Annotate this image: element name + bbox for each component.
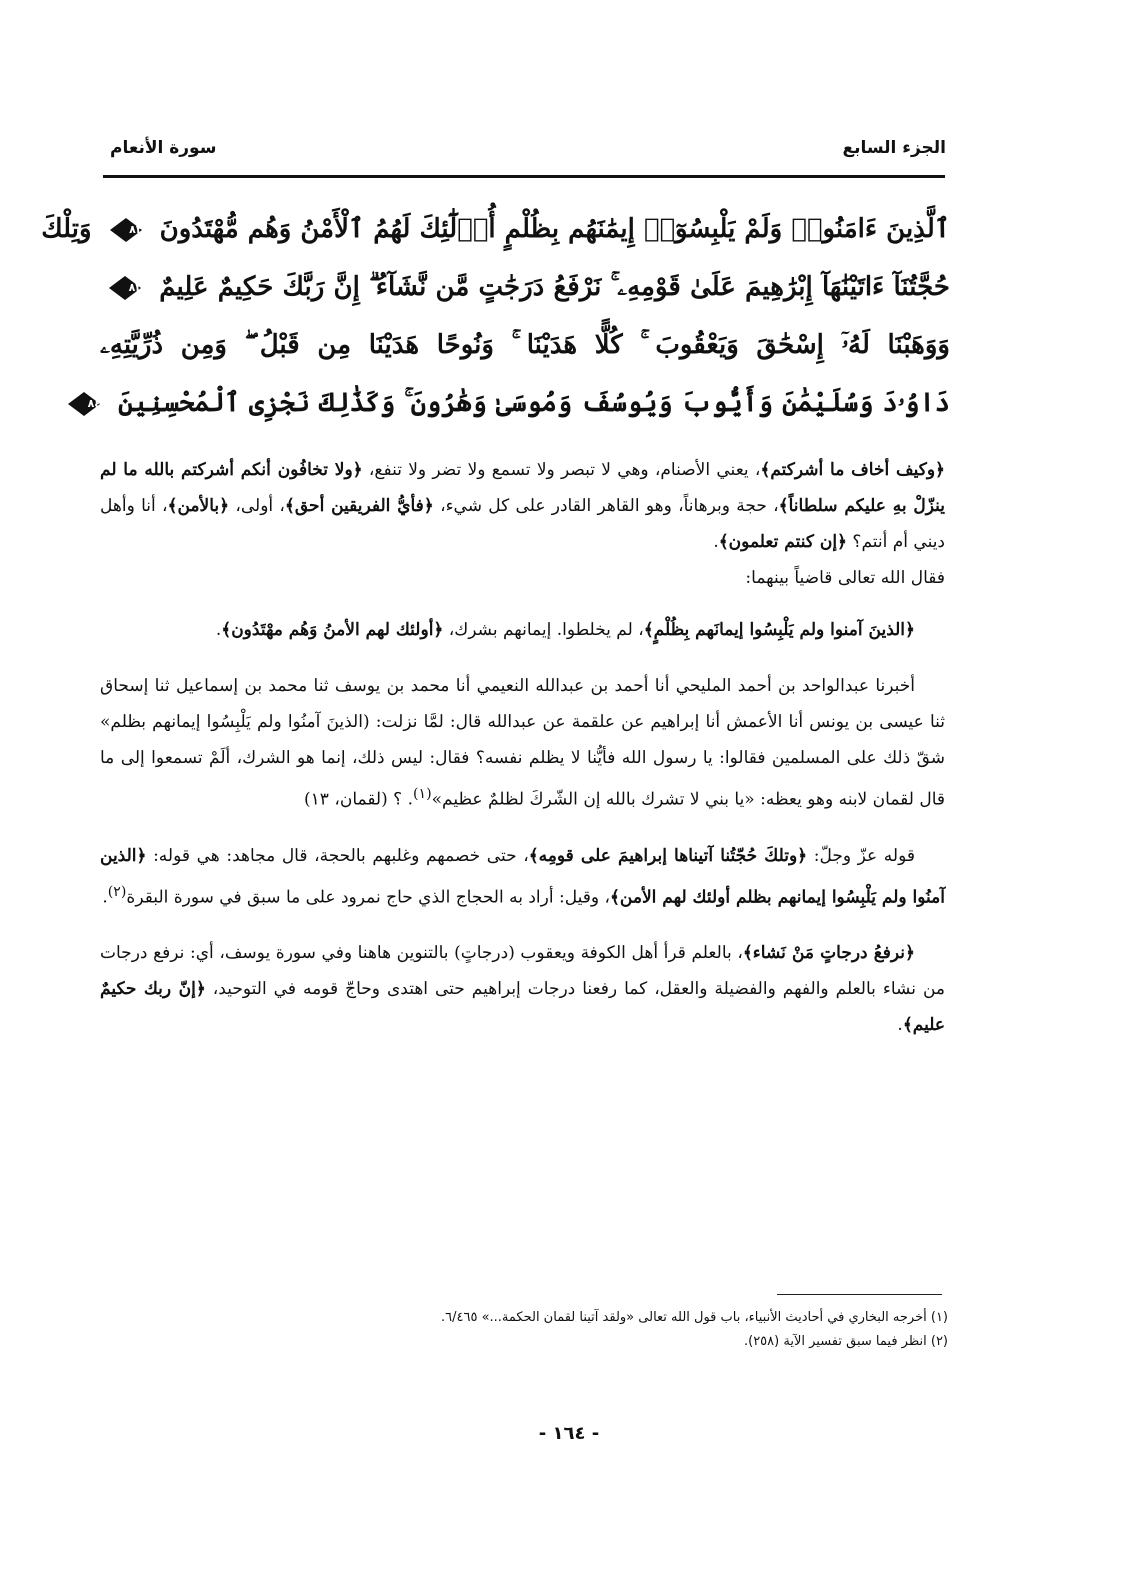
ayah-marker-icon — [109, 217, 143, 243]
commentary-text: قوله عزّ وجلّ: — [807, 845, 915, 866]
quoted-verse: ﴿نرفعُ درجاتٍ مَنْ نَشاء﴾ — [742, 943, 915, 964]
commentary-text: . — [215, 620, 222, 640]
quran-text: وَتِلْكَ — [41, 214, 92, 244]
ayah-number: ٨٤ — [87, 397, 102, 410]
ayah-marker-icon — [67, 391, 101, 417]
commentary-text: ، بالعلم قرأ أهل الكوفة ويعقوب (درجاتٍ) بالتنوين هاهنا وفي سورة يوسف، أي: نرفع درجات من نشاء بالعلم والفهم والفضيلة والعقل، كما رفعنا درجات إبراهيم حتى اهتدى وحاجّ قومه في التوحيد، — [100, 943, 945, 1000]
quran-text: حُجَّتُنَآ ءَاتَيْنَٰهَآ إِبْرَٰهِيمَ عَلَىٰ قَوْمِهِۦ ۚ نَرْفَعُ دَرَجَٰتٍ مَّن نَّشَآءُ ۗ إِنَّ رَبَّكَ حَكِيمٌ عَلِيمٌ — [159, 272, 950, 302]
quoted-verse: ﴿ولا تخافُون أنكم أشركتم بالله ما لم ينزّلْ بهِ عليكم سلطاناً﴾ — [100, 460, 945, 516]
paragraph-1 — [100, 452, 945, 596]
commentary-text: ، حتى خصمهم وغلبهم بالحجة، قال مجاهد: هي قوله: — [146, 845, 529, 866]
quran-verses — [41, 200, 950, 432]
header-part-title: الجزء السابع — [842, 138, 946, 158]
commentary-text: فقال الله تعالى قاضياً بينهما: — [745, 568, 945, 588]
commentary-text: ، لم يخلطوا. إيمانهم بشرك، — [443, 620, 644, 640]
quoted-verse: ﴿بالأمن﴾ — [167, 496, 230, 516]
commentary-body — [100, 452, 945, 1063]
quoted-verse: ﴿إنّ ربك حكيمٌ عليم﴾ — [100, 979, 945, 1036]
hadith-text: أخبرنا عبدالواحد بن أحمد المليحي أنا أحمد بن عبدالله النعيمي أنا محمد بن يوسف ثنا محمد بن إسماعيل ثنا إسحاق ثنا عيسى بن يونس أنا الأعمش أنا إبراهيم عن علقمة عن عبدالله قال: لمَّا نزلت: (الذينَ آمنُوا ولم يَلْبِسُوا إيمانهم بظلم» شقّ ذلك على المسلمين فقالوا: يا رسول الله فأيُّنا لا يظلم نفسه؟ فقال: ليس ذلك، إنما هو الشرك، ألَمْ تسمعوا إلى ما قال لقمان لابنه وهو يعظه: «يا بني لا تشرك بالله إن الشّركَ لظلمٌ عظيم» — [100, 676, 945, 810]
quoted-verse: ﴿إن كنتم تعلمون﴾ — [718, 532, 848, 552]
quran-text: وَوَهَبْنَا لَهُۥٓ إِسْحَٰقَ وَيَعْقُوبَ ۚ كُلًّا هَدَيْنَا ۚ وَنُوحًا هَدَيْنَا مِن قَبْلُ ۖ وَمِن ذُرِّيَّتِهِۦ — [100, 330, 950, 360]
footnote-2: (٢) انظر فيما سبق تفسير الآية (٢٥٨). — [743, 1334, 948, 1349]
paragraph-3-hadith — [100, 668, 945, 818]
commentary-text: ، أنا وأهل ديني أم أنتم؟ — [100, 496, 945, 552]
header-surah-title: سورة الأنعام — [110, 138, 217, 158]
paragraph-5 — [100, 935, 945, 1043]
quran-text: دَاوُۥدَ وَسُلَيْمَٰنَ وَأَيُّوبَ وَيُوسُفَ وَمُوسَىٰ وَهَٰرُونَ ۚ وَكَذَٰلِكَ نَجْزِى ٱلْمُحْسِنِينَ — [118, 388, 950, 418]
quran-line-3 — [100, 316, 950, 374]
page-number: - ١٦٤ - — [538, 1423, 600, 1444]
quoted-verse: ﴿الذين آمنُوا ولم يَلْبِسُوا إيمانهم بظلم أولئك لهم الأمن﴾ — [100, 845, 945, 908]
commentary-text: . — [102, 887, 108, 908]
footnote-ref: (٢) — [107, 883, 127, 900]
quoted-verse: ﴿وتلكَ حُجّتُنا آتيناها إبراهيمَ على قومِه﴾ — [528, 845, 808, 866]
commentary-text: ، أولى، — [229, 496, 285, 516]
commentary-text: ، وقيل: أراد به الحجاج الذي حاج نمرود على ما سبق في سورة البقرة — [126, 887, 610, 908]
footnote-divider — [777, 1294, 942, 1295]
quoted-verse: ﴿الذينَ آمنوا ولم يَلْبِسُوا إيمانَهم بِظُلْمٍ﴾ — [643, 620, 915, 640]
quoted-verse: ﴿أولئك لهم الأمنُ وَهُم مهْتَدُون﴾ — [221, 620, 444, 640]
commentary-text: ، حجة وبرهاناً، وهو القاهر القادر على كل شيء، — [433, 496, 779, 516]
quran-text: ٱلَّذِينَ ءَامَنُوا۟ وَلَمْ يَلْبِسُوٓا۟ إِيمَٰنَهُم بِظُلْمٍ أُو۟لَٰٓئِكَ لَهُمُ ٱلْأَمْنُ وَهُم مُّهْتَدُونَ — [159, 214, 950, 244]
ayah-marker-icon — [108, 275, 142, 301]
ayah-number: ٨٢ — [129, 223, 143, 236]
header-divider — [103, 175, 945, 178]
footnote-1: (١) أخرجه البخاري في أحاديث الأنبياء، باب قول الله تعالى «ولقد آتينا لقمان الحكمة...» ٦/٤٦٥. — [440, 1310, 948, 1325]
quran-line-4 — [87, 374, 950, 432]
footnotes — [228, 1306, 948, 1354]
commentary-text: . — [713, 532, 719, 552]
paragraph-2 — [100, 612, 945, 648]
commentary-text: . ؟ (لقمان، ١٣) — [304, 789, 413, 810]
ayah-number: ٨٣ — [128, 281, 142, 294]
footnote-ref: (١) — [412, 786, 432, 802]
paragraph-4 — [100, 838, 945, 916]
commentary-text: . — [897, 1015, 903, 1036]
quoted-verse: ﴿وكيف أخاف ما أشركتم﴾ — [760, 460, 945, 480]
quran-line-2 — [100, 258, 950, 316]
quran-line-1 — [41, 200, 950, 258]
commentary-text: ، يعني الأصنام، وهي لا تبصر ولا تسمع ولا تضر ولا تنفع، — [362, 460, 761, 480]
quoted-verse: ﴿فأيُّ الفريقين أحق﴾ — [284, 496, 434, 516]
